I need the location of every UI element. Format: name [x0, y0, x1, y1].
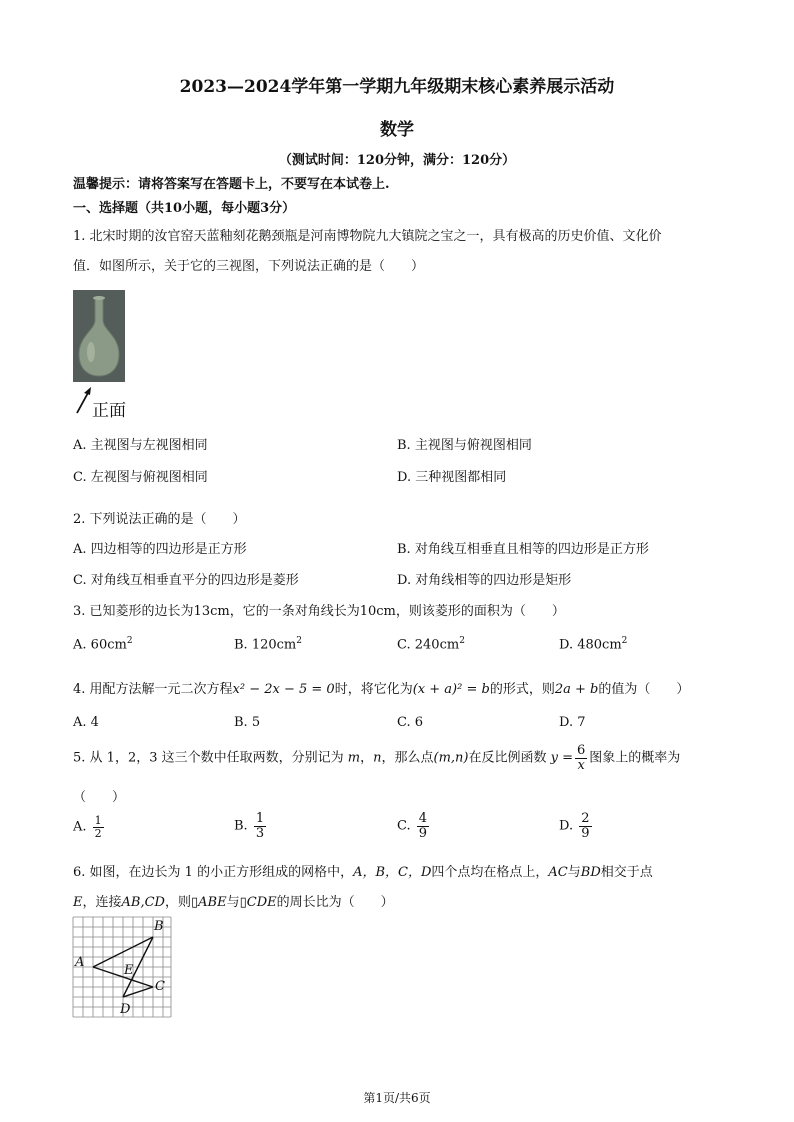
vase-photo — [73, 290, 125, 382]
q6-stem-part-f: ，则 — [164, 895, 191, 910]
q6-stem-part-d: 相交于点 — [600, 865, 653, 880]
q3-side: 13cm — [193, 604, 230, 619]
q4-equation: x² − 2x − 5 = 0 — [232, 682, 335, 697]
q5-stem-part-a: 5. 从 1，2，3 这三个数中任取两数，分别记为 — [73, 750, 344, 766]
q6-segment-bd: BD — [580, 865, 601, 880]
q2-option-c: C. 对角线互相垂直平分的四边形是菱形 — [73, 573, 299, 588]
q5-var-n: n — [373, 750, 382, 766]
q3-stem-part-c: ，则该菱形的面积为（ ） — [395, 604, 565, 619]
section-heading: 一、选择题（共10小题，每小题3分） — [73, 201, 296, 216]
q3-d-exp: 2 — [621, 636, 628, 646]
front-label: 正面 — [92, 401, 126, 421]
tip: 温馨提示：请将答案写在答题卡上，不要写在本试卷上. — [73, 177, 390, 192]
q5-a-fraction — [93, 815, 104, 839]
q5-c-label: C. — [397, 818, 411, 834]
q6-stem-line2 — [73, 891, 394, 910]
q5-var-m: m — [347, 750, 361, 766]
q5-d-label: D. — [559, 818, 574, 834]
q6-stem-part-c: 与 — [567, 865, 581, 880]
q4-stem-part-b: 时，将它化为 — [334, 682, 413, 697]
q2-option-a: A. 四边相等的四边形是正方形 — [73, 542, 247, 557]
q5-func-num: 6 — [577, 743, 586, 758]
q5-option-d — [559, 812, 594, 840]
q1-option-a: A. 主视图与左视图相同 — [73, 438, 208, 453]
q3-d-label: D. — [559, 637, 574, 653]
q4-completed-square: (x + a)² = b — [412, 682, 490, 697]
q4-option-a: A. 4 — [73, 715, 99, 730]
q4-stem-part-a: 4. 用配方法解一元二次方程 — [73, 682, 233, 697]
q6-stem-part-h: 的周长比为（ ） — [276, 895, 394, 910]
q5-comma: ， — [360, 750, 374, 766]
q1-option-d: D. 三种视图都相同 — [397, 470, 507, 485]
q6-triangle-abe: ABE — [198, 895, 227, 910]
q5-stem — [73, 744, 680, 772]
triangle-symbol-icon: ▯ — [190, 895, 199, 910]
q5-d-num: 2 — [581, 811, 590, 826]
q3-stem-part-b: ，它的一条对角线长为 — [229, 604, 360, 619]
grid-label-b: B — [154, 919, 164, 934]
q2-stem: 2. 下列说法正确的是（ ） — [73, 512, 246, 527]
q5-b-fraction — [254, 812, 266, 840]
q4-stem-part-d: 的值为（ ） — [598, 682, 690, 697]
q5-b-den: 3 — [255, 825, 265, 841]
q3-a-value: 60cm — [90, 637, 127, 653]
q5-c-den: 9 — [418, 825, 428, 841]
q3-option-d — [559, 636, 627, 652]
q6-stem-part-a: 6. 如图，在边长为 1 的小正方形组成的网格中， — [73, 865, 354, 880]
q4-stem — [73, 678, 689, 697]
q5-d-fraction — [579, 812, 591, 840]
q6-stem-part-e: ，连接 — [82, 895, 122, 910]
q3-c-exp: 2 — [459, 636, 465, 646]
q5-stem-part-c: 在反比例函数 — [468, 750, 547, 766]
q5-a-label: A. — [73, 819, 87, 835]
q3-option-c — [397, 636, 465, 652]
grid-label-c: C — [155, 979, 165, 994]
q5-d-den: 9 — [581, 825, 590, 841]
q5-func-fraction — [575, 744, 587, 772]
q3-c-value: 240cm — [414, 637, 460, 653]
q6-stem-line1 — [73, 861, 653, 880]
q3-c-label: C. — [397, 637, 411, 653]
q5-c-num: 4 — [418, 811, 428, 826]
q2-option-b: B. 对角线互相垂直且相等的四边形是正方形 — [397, 542, 649, 557]
q5-a-num: 1 — [94, 814, 102, 827]
q5-point: (m,n) — [433, 750, 469, 766]
front-arrow-icon — [74, 386, 94, 416]
q6-grid-figure — [70, 914, 174, 1020]
page-number: 第1页/共6页 — [363, 1091, 431, 1105]
q1-stem-line2: 值．如图所示，关于它的三视图，下列说法正确的是（ ） — [73, 259, 425, 274]
q5-func-den: x — [577, 757, 585, 773]
q5-stem-part-d: 图象上的概率为 — [589, 750, 681, 766]
q2-option-d: D. 对角线相等的四边形是矩形 — [397, 573, 572, 588]
q3-b-value: 120cm — [251, 637, 297, 653]
q3-a-exp: 2 — [126, 636, 133, 646]
q5-a-den: 2 — [94, 826, 102, 840]
q5-b-num: 1 — [255, 811, 265, 826]
q1-option-b: B. 主视图与俯视图相同 — [397, 438, 532, 453]
q5-b-label: B. — [234, 818, 248, 834]
q1-stem-line1: 1. 北宋时期的汝官窑天蓝釉刻花鹅颈瓶是河南博物院九大镇院之宝之一，具有极高的历史价值、文化价 — [73, 229, 662, 244]
q6-stem-part-g: 与 — [226, 895, 240, 910]
paper-title: 2023—2024学年第一学期九年级期末核心素养展示活动 — [179, 77, 615, 97]
vase-illustration — [73, 290, 125, 382]
q5-option-c — [397, 812, 431, 840]
q4-expression: 2a + b — [554, 682, 599, 697]
q5-option-a — [73, 815, 106, 839]
q4-option-b: B. 5 — [234, 715, 261, 730]
q6-point-e: E — [73, 895, 83, 910]
q5-stem-part-b: ，那么点 — [381, 750, 434, 766]
q3-option-b — [234, 636, 302, 652]
q5-func-lhs: y = — [550, 750, 574, 766]
q6-segment-ac: AC — [548, 865, 568, 880]
grid-label-d: D — [120, 1002, 131, 1017]
q5-paren: （ ） — [73, 790, 126, 805]
q3-diagonal: 10cm — [359, 604, 396, 619]
q3-a-label: A. — [73, 637, 87, 653]
q6-points: A，B，C，D — [353, 865, 432, 880]
triangle-symbol-icon: ▯ — [239, 895, 247, 910]
q6-stem-part-b: 四个点均在格点上， — [431, 865, 549, 880]
subject-title: 数学 — [380, 120, 414, 140]
q5-c-fraction — [417, 812, 429, 840]
q4-option-c: C. 6 — [397, 715, 424, 730]
q3-d-value: 480cm — [577, 637, 622, 653]
q3-b-exp: 2 — [296, 636, 302, 646]
q3-option-a — [73, 636, 133, 652]
q1-option-c: C. 左视图与俯视图相同 — [73, 470, 208, 485]
q3-b-label: B. — [234, 637, 248, 653]
q5-option-b — [234, 812, 268, 840]
q3-stem-part-a: 3. 已知菱形的边长为 — [73, 604, 194, 619]
q4-option-d: D. 7 — [559, 715, 586, 730]
q6-segments: AB,CD — [121, 895, 165, 910]
exam-info: （测试时间：120分钟，满分：120分） — [278, 153, 516, 168]
grid-label-e: E — [124, 963, 134, 978]
q3-stem — [73, 600, 565, 619]
grid-label-a: A — [75, 955, 85, 970]
q4-stem-part-c: 的形式，则 — [489, 682, 555, 697]
q6-triangle-cde: CDE — [246, 895, 277, 910]
